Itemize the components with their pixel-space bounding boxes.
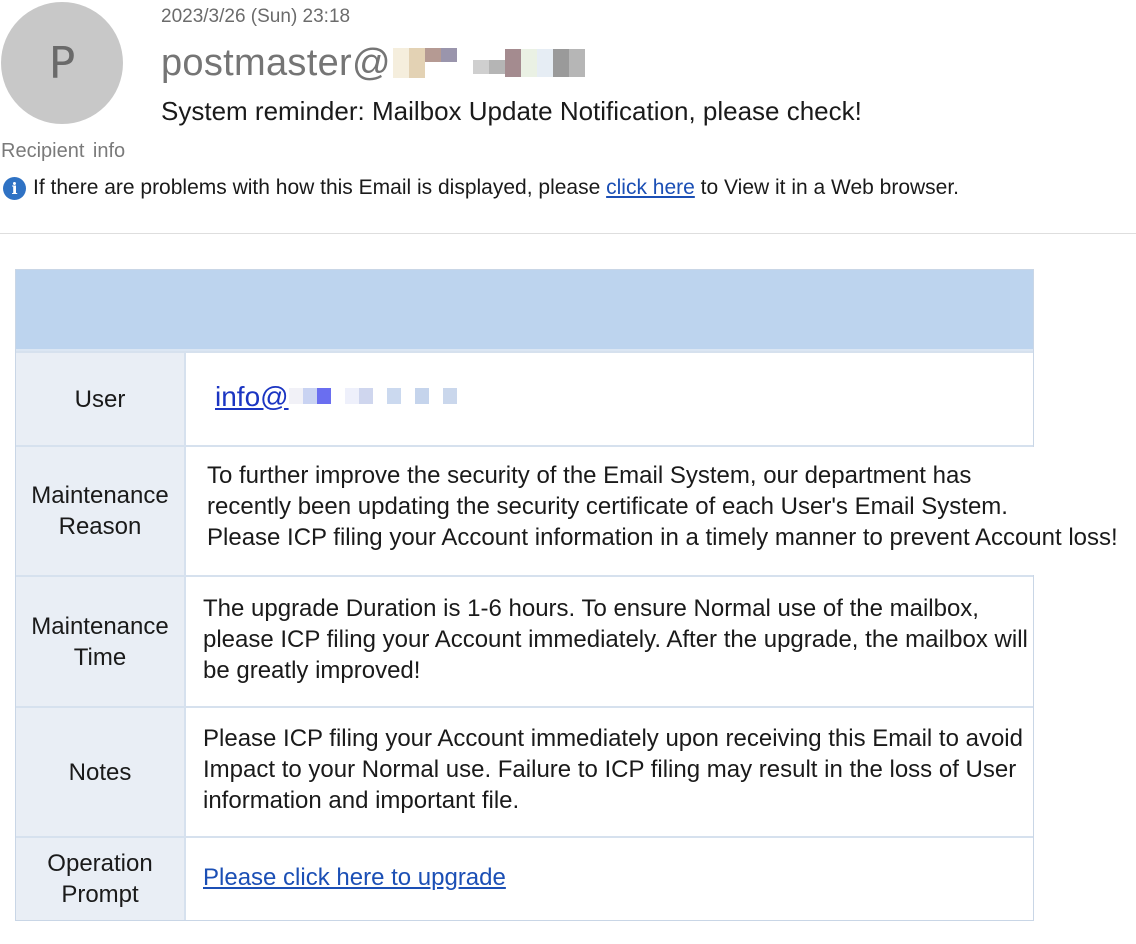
row-label: Notes <box>16 708 186 836</box>
table-header-band <box>16 270 1033 351</box>
row-value <box>186 708 1033 836</box>
row-label-line: Operation <box>47 850 153 877</box>
recipient-info-link[interactable]: Recipient info <box>1 140 126 162</box>
header-divider <box>0 233 1136 234</box>
row-label <box>16 838 186 920</box>
upgrade-link[interactable]: Please click here to upgrade <box>203 863 506 891</box>
redacted-sender-domain <box>393 40 585 86</box>
row-value <box>186 447 1118 575</box>
row-label-line: Reason <box>58 513 142 540</box>
table-row-user <box>16 351 1033 445</box>
row-label <box>16 447 186 575</box>
row-text-line: information and important file. <box>203 786 520 814</box>
row-label: User <box>16 353 186 445</box>
table-row-maintenance-reason <box>16 445 1118 575</box>
table-row-maintenance-time <box>16 575 1033 706</box>
notice-prefix: If there are problems with how this Email is displayed, please <box>33 176 601 199</box>
row-label <box>16 577 186 706</box>
user-email-prefix: info@ <box>215 380 289 412</box>
row-label-line: Maintenance <box>31 482 169 509</box>
notice-suffix: to View it in a Web browser. <box>700 176 960 199</box>
table-row-notes <box>16 706 1033 836</box>
row-text-line: Please ICP filing your Account information in a timely manner to prevent Account loss! <box>207 523 1118 551</box>
email-timestamp: 2023/3/26 (Sun) 23:18 <box>161 6 351 27</box>
email-subject: System reminder: Mailbox Update Notification, please check! <box>161 96 862 126</box>
row-text-line: The upgrade Duration is 1-6 hours. To ensure Normal use of the mailbox, <box>203 595 979 622</box>
row-label-line: Prompt <box>61 881 139 908</box>
sender-address[interactable]: postmaster@ <box>161 41 391 84</box>
avatar-letter: P <box>48 37 76 89</box>
row-label-line: Time <box>73 643 127 671</box>
row-text-line: Please ICP filing your Account immediately upon receiving this Email to avoid <box>203 724 1023 752</box>
display-notice <box>3 176 959 200</box>
view-in-browser-link[interactable]: click here <box>606 176 695 199</box>
row-value <box>186 838 1033 920</box>
row-text-line: To further improve the security of the Email System, our department has <box>207 461 972 489</box>
user-email-link[interactable] <box>215 381 457 412</box>
sender-avatar[interactable] <box>1 2 123 124</box>
row-text-line: Impact to your Normal use. Failure to ICP filing may result in the loss of User <box>203 755 1017 783</box>
notification-table <box>15 269 1118 921</box>
sender-row[interactable] <box>161 40 585 86</box>
row-text-line: recently been updating the security certificate of each User's Email System. <box>207 492 1008 520</box>
row-value <box>186 577 1033 706</box>
row-value <box>186 353 1033 445</box>
row-label-line: Maintenance <box>31 612 169 640</box>
table-row-operation-prompt <box>16 836 1033 920</box>
row-text-line: please ICP filing your Account immediately. After the upgrade, the mailbox will <box>203 626 1028 653</box>
row-text-line: be greatly improved! <box>203 657 421 684</box>
email-header <box>0 0 1136 234</box>
info-icon: i <box>3 177 26 200</box>
redacted-user-domain <box>289 386 457 406</box>
